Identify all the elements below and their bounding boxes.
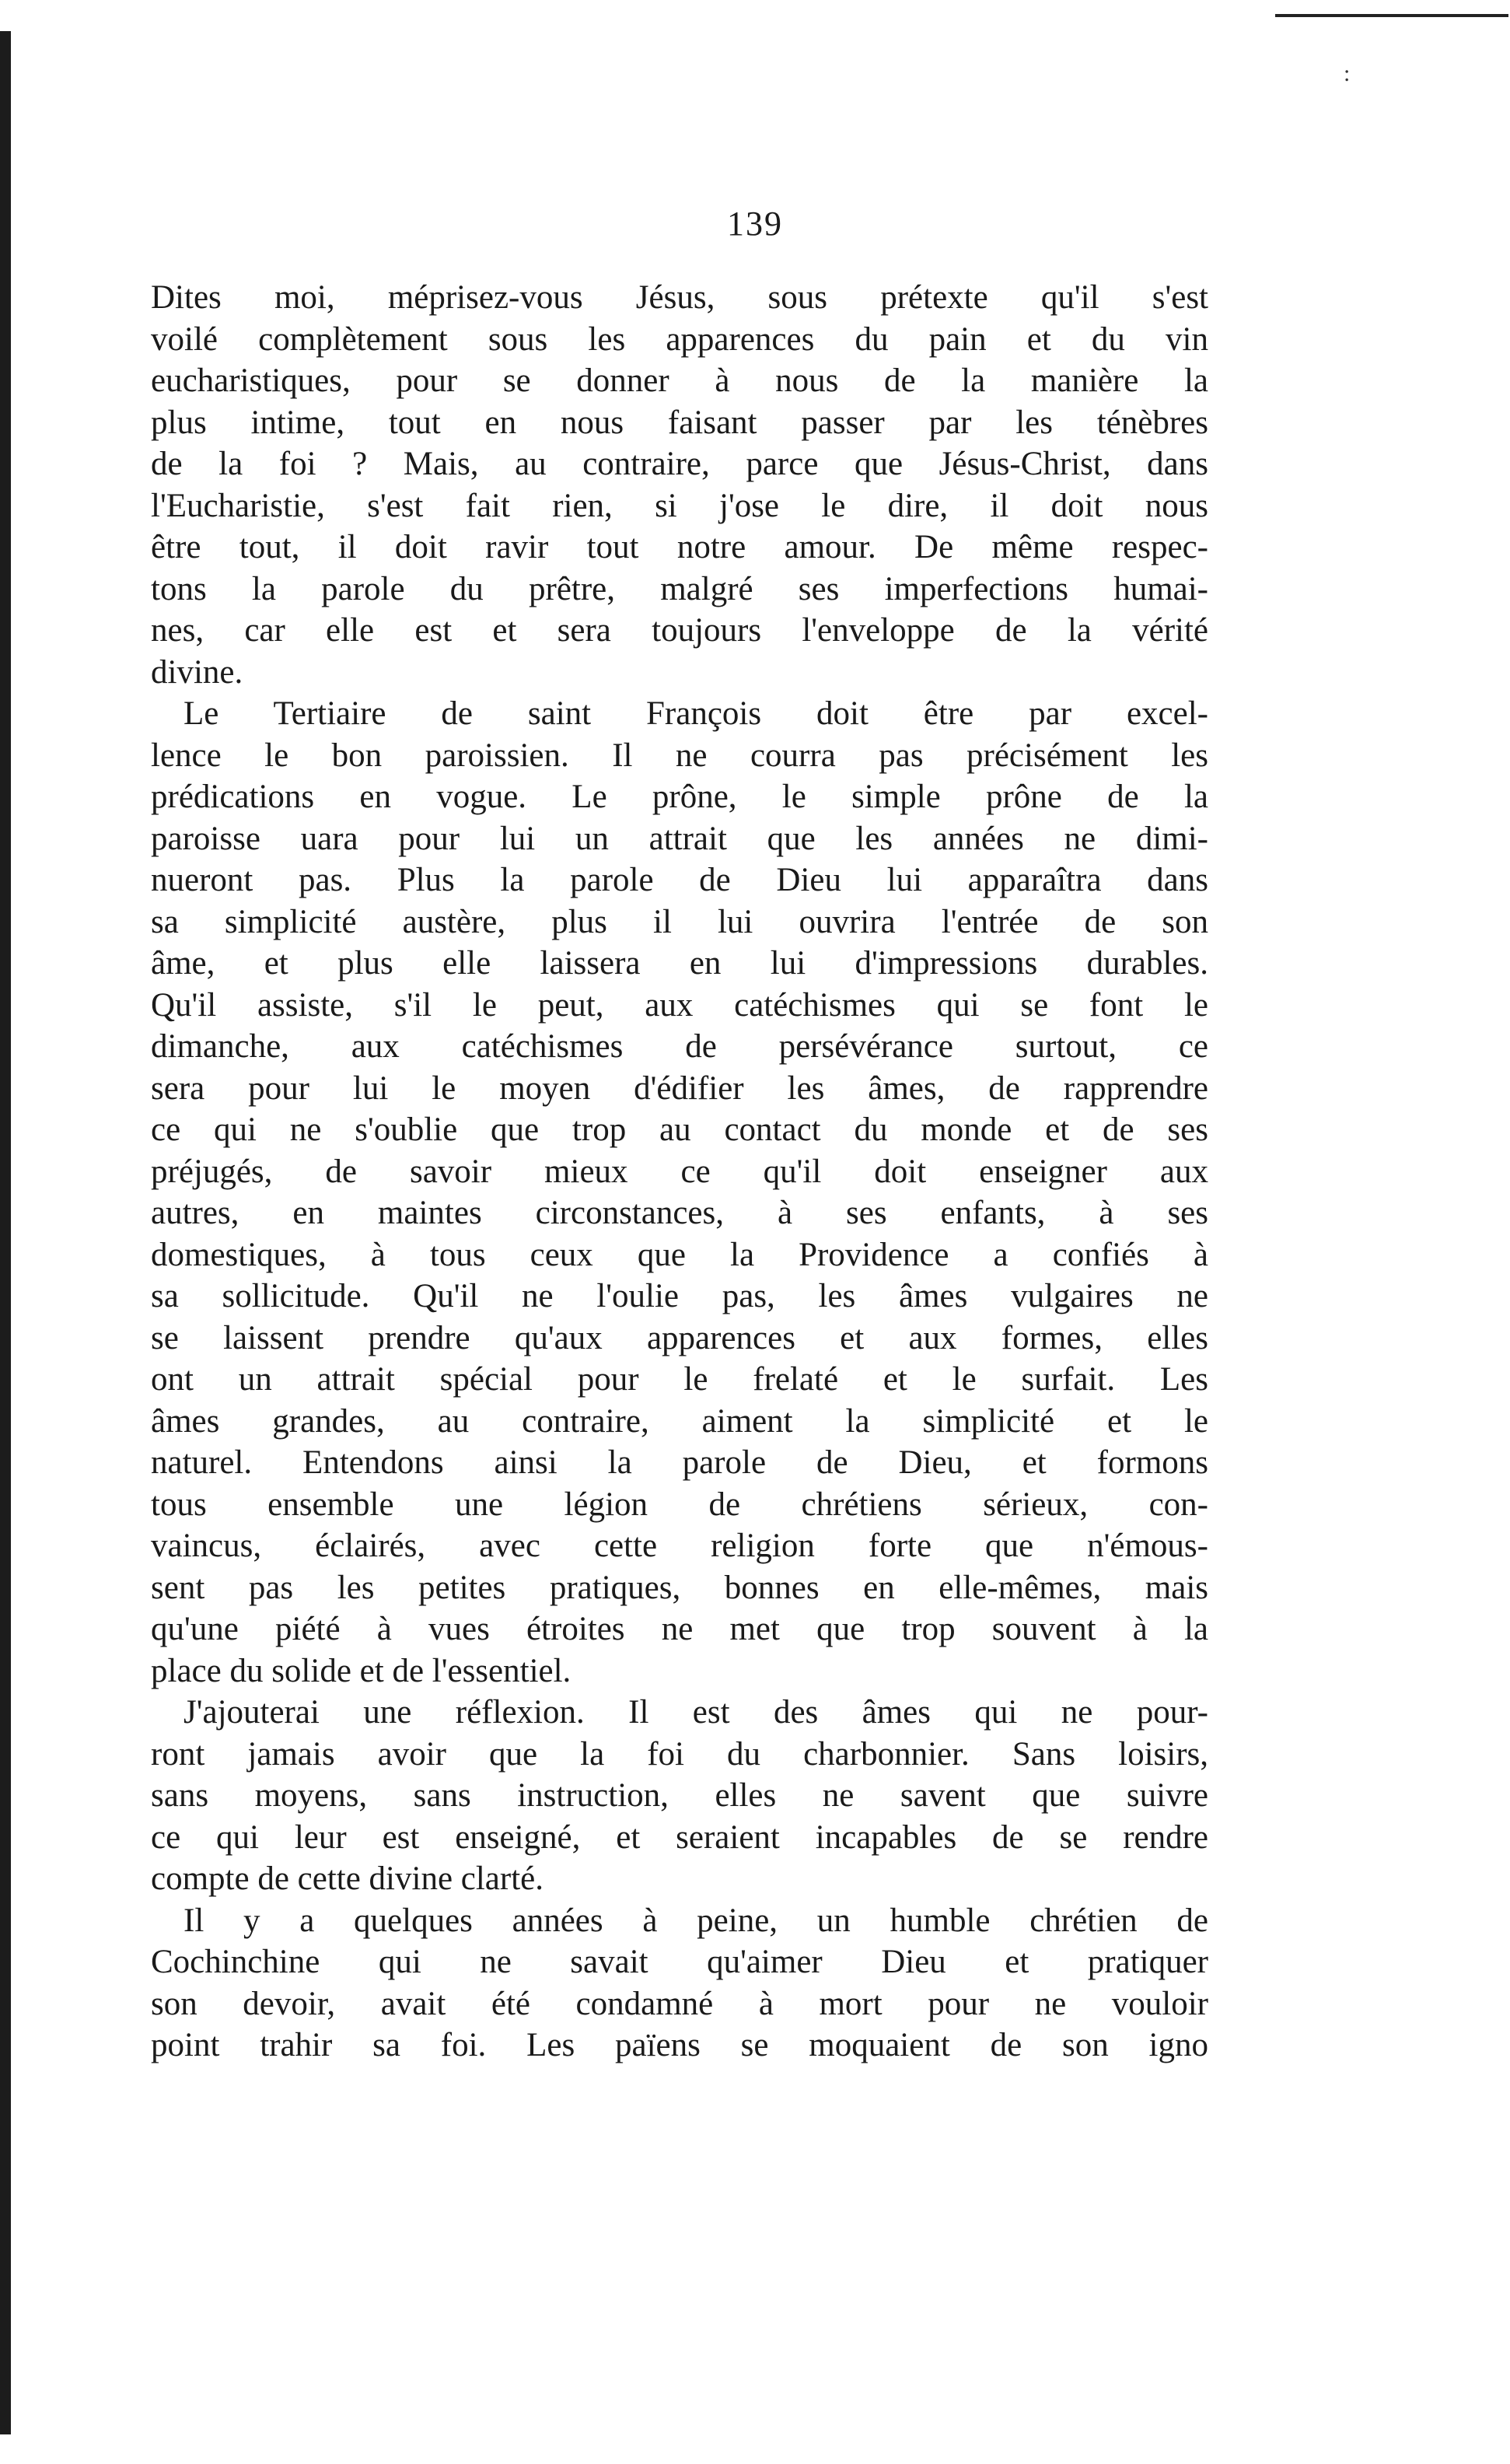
text-line: lence le bon paroissien. Il ne courra pas précisément les xyxy=(151,737,1208,774)
text-line: voilé complètement sous les apparences du pain et du vin xyxy=(151,320,1208,358)
body-text xyxy=(151,277,1208,2067)
binding-edge xyxy=(0,31,11,2434)
top-rule xyxy=(1275,14,1508,17)
paragraph-start-line: Le Tertiaire de saint François doit être par excel- xyxy=(184,695,1208,732)
text-line: l'Eucharistie, s'est fait rien, si j'ose le dire, il doit nous xyxy=(151,487,1208,524)
text-line: nes, car elle est et sera toujours l'enveloppe de la vérité xyxy=(151,612,1208,649)
text-line: sans moyens, sans instruction, elles ne savent que suivre xyxy=(151,1777,1208,1814)
text-line: tous ensemble une légion de chrétiens sérieux, con- xyxy=(151,1486,1208,1523)
text-line: eucharistiques, pour se donner à nous de la manière la xyxy=(151,362,1208,399)
text-line: Dites moi, méprisez-vous Jésus, sous prétexte qu'il s'est xyxy=(151,279,1208,316)
text-line: naturel. Entendons ainsi la parole de Dieu, et formons xyxy=(151,1444,1208,1481)
text-line: âme, et plus elle laissera en lui d'impressions durables. xyxy=(151,945,1208,982)
corner-mark: : xyxy=(1344,61,1351,86)
text-line: Cochinchine qui ne savait qu'aimer Dieu et pratiquer xyxy=(151,1944,1208,1980)
text-line: ce qui leur est enseigné, et seraient incapables de se rendre xyxy=(151,1818,1208,1856)
text-line: tons la parole du prêtre, malgré ses imperfections humai- xyxy=(151,570,1208,607)
text-line: divine. xyxy=(151,653,243,691)
text-line: son devoir, avait été condamné à mort pour ne vouloir xyxy=(151,1985,1208,2022)
text-line: âmes grandes, au contraire, aiment la simplicité et le xyxy=(151,1402,1208,1440)
text-line: sent pas les petites pratiques, bonnes en elle-mêmes, mais xyxy=(151,1569,1208,1606)
text-line: être tout, il doit ravir tout notre amour. De même respec- xyxy=(151,529,1208,565)
text-line: préjugés, de savoir mieux ce qu'il doit enseigner aux xyxy=(151,1153,1208,1190)
text-line: plus intime, tout en nous faisant passer par les ténèbres xyxy=(151,404,1208,441)
text-line: place du solide et de l'essentiel. xyxy=(151,1652,571,1689)
text-line: ce qui ne s'oublie que trop au contact du monde et de ses xyxy=(151,1111,1208,1148)
text-line: sera pour lui le moyen d'édifier les âmes, de rapprendre xyxy=(151,1069,1208,1107)
text-line: prédications en vogue. Le prône, le simple prône de la xyxy=(151,779,1208,815)
text-line: ront jamais avoir que la foi du charbonnier. Sans loisirs, xyxy=(151,1735,1208,1773)
text-line: qu'une piété à vues étroites ne met que trop souvent à la xyxy=(151,1611,1208,1647)
text-line: compte de cette divine clarté. xyxy=(151,1860,544,1897)
text-line: autres, en maintes circonstances, à ses enfants, à ses xyxy=(151,1195,1208,1231)
text-line: sa sollicitude. Qu'il ne l'oulie pas, les âmes vulgaires ne xyxy=(151,1278,1208,1314)
page-number: 139 xyxy=(727,205,783,243)
text-line: domestiques, à tous ceux que la Providence a confiés à xyxy=(151,1236,1208,1273)
text-line: dimanche, aux catéchismes de persévérance surtout, ce xyxy=(151,1028,1208,1065)
text-line: se laissent prendre qu'aux apparences et aux formes, elles xyxy=(151,1319,1208,1356)
text-line: Qu'il assiste, s'il le peut, aux catéchismes qui se font le xyxy=(151,986,1208,1024)
text-line: paroisse uara pour lui un attrait que les années ne dimi- xyxy=(151,820,1208,857)
text-line: sa simplicité austère, plus il lui ouvrira l'entrée de son xyxy=(151,903,1208,940)
paragraph-start-line: J'ajouterai une réflexion. Il est des âmes qui ne pour- xyxy=(184,1694,1208,1731)
text-line: ont un attrait spécial pour le frelaté et le surfait. Les xyxy=(151,1361,1208,1398)
text-line: vaincus, éclairés, avec cette religion forte que n'émous- xyxy=(151,1528,1208,1564)
paragraph-start-line: Il y a quelques années à peine, un humble chrétien de xyxy=(184,1902,1208,1939)
text-line: de la foi ? Mais, au contraire, parce que Jésus-Christ, dans xyxy=(151,446,1208,482)
text-line: nueront pas. Plus la parole de Dieu lui apparaîtra dans xyxy=(151,862,1208,898)
text-line: point trahir sa foi. Les païens se moquaient de son igno xyxy=(151,2027,1208,2063)
